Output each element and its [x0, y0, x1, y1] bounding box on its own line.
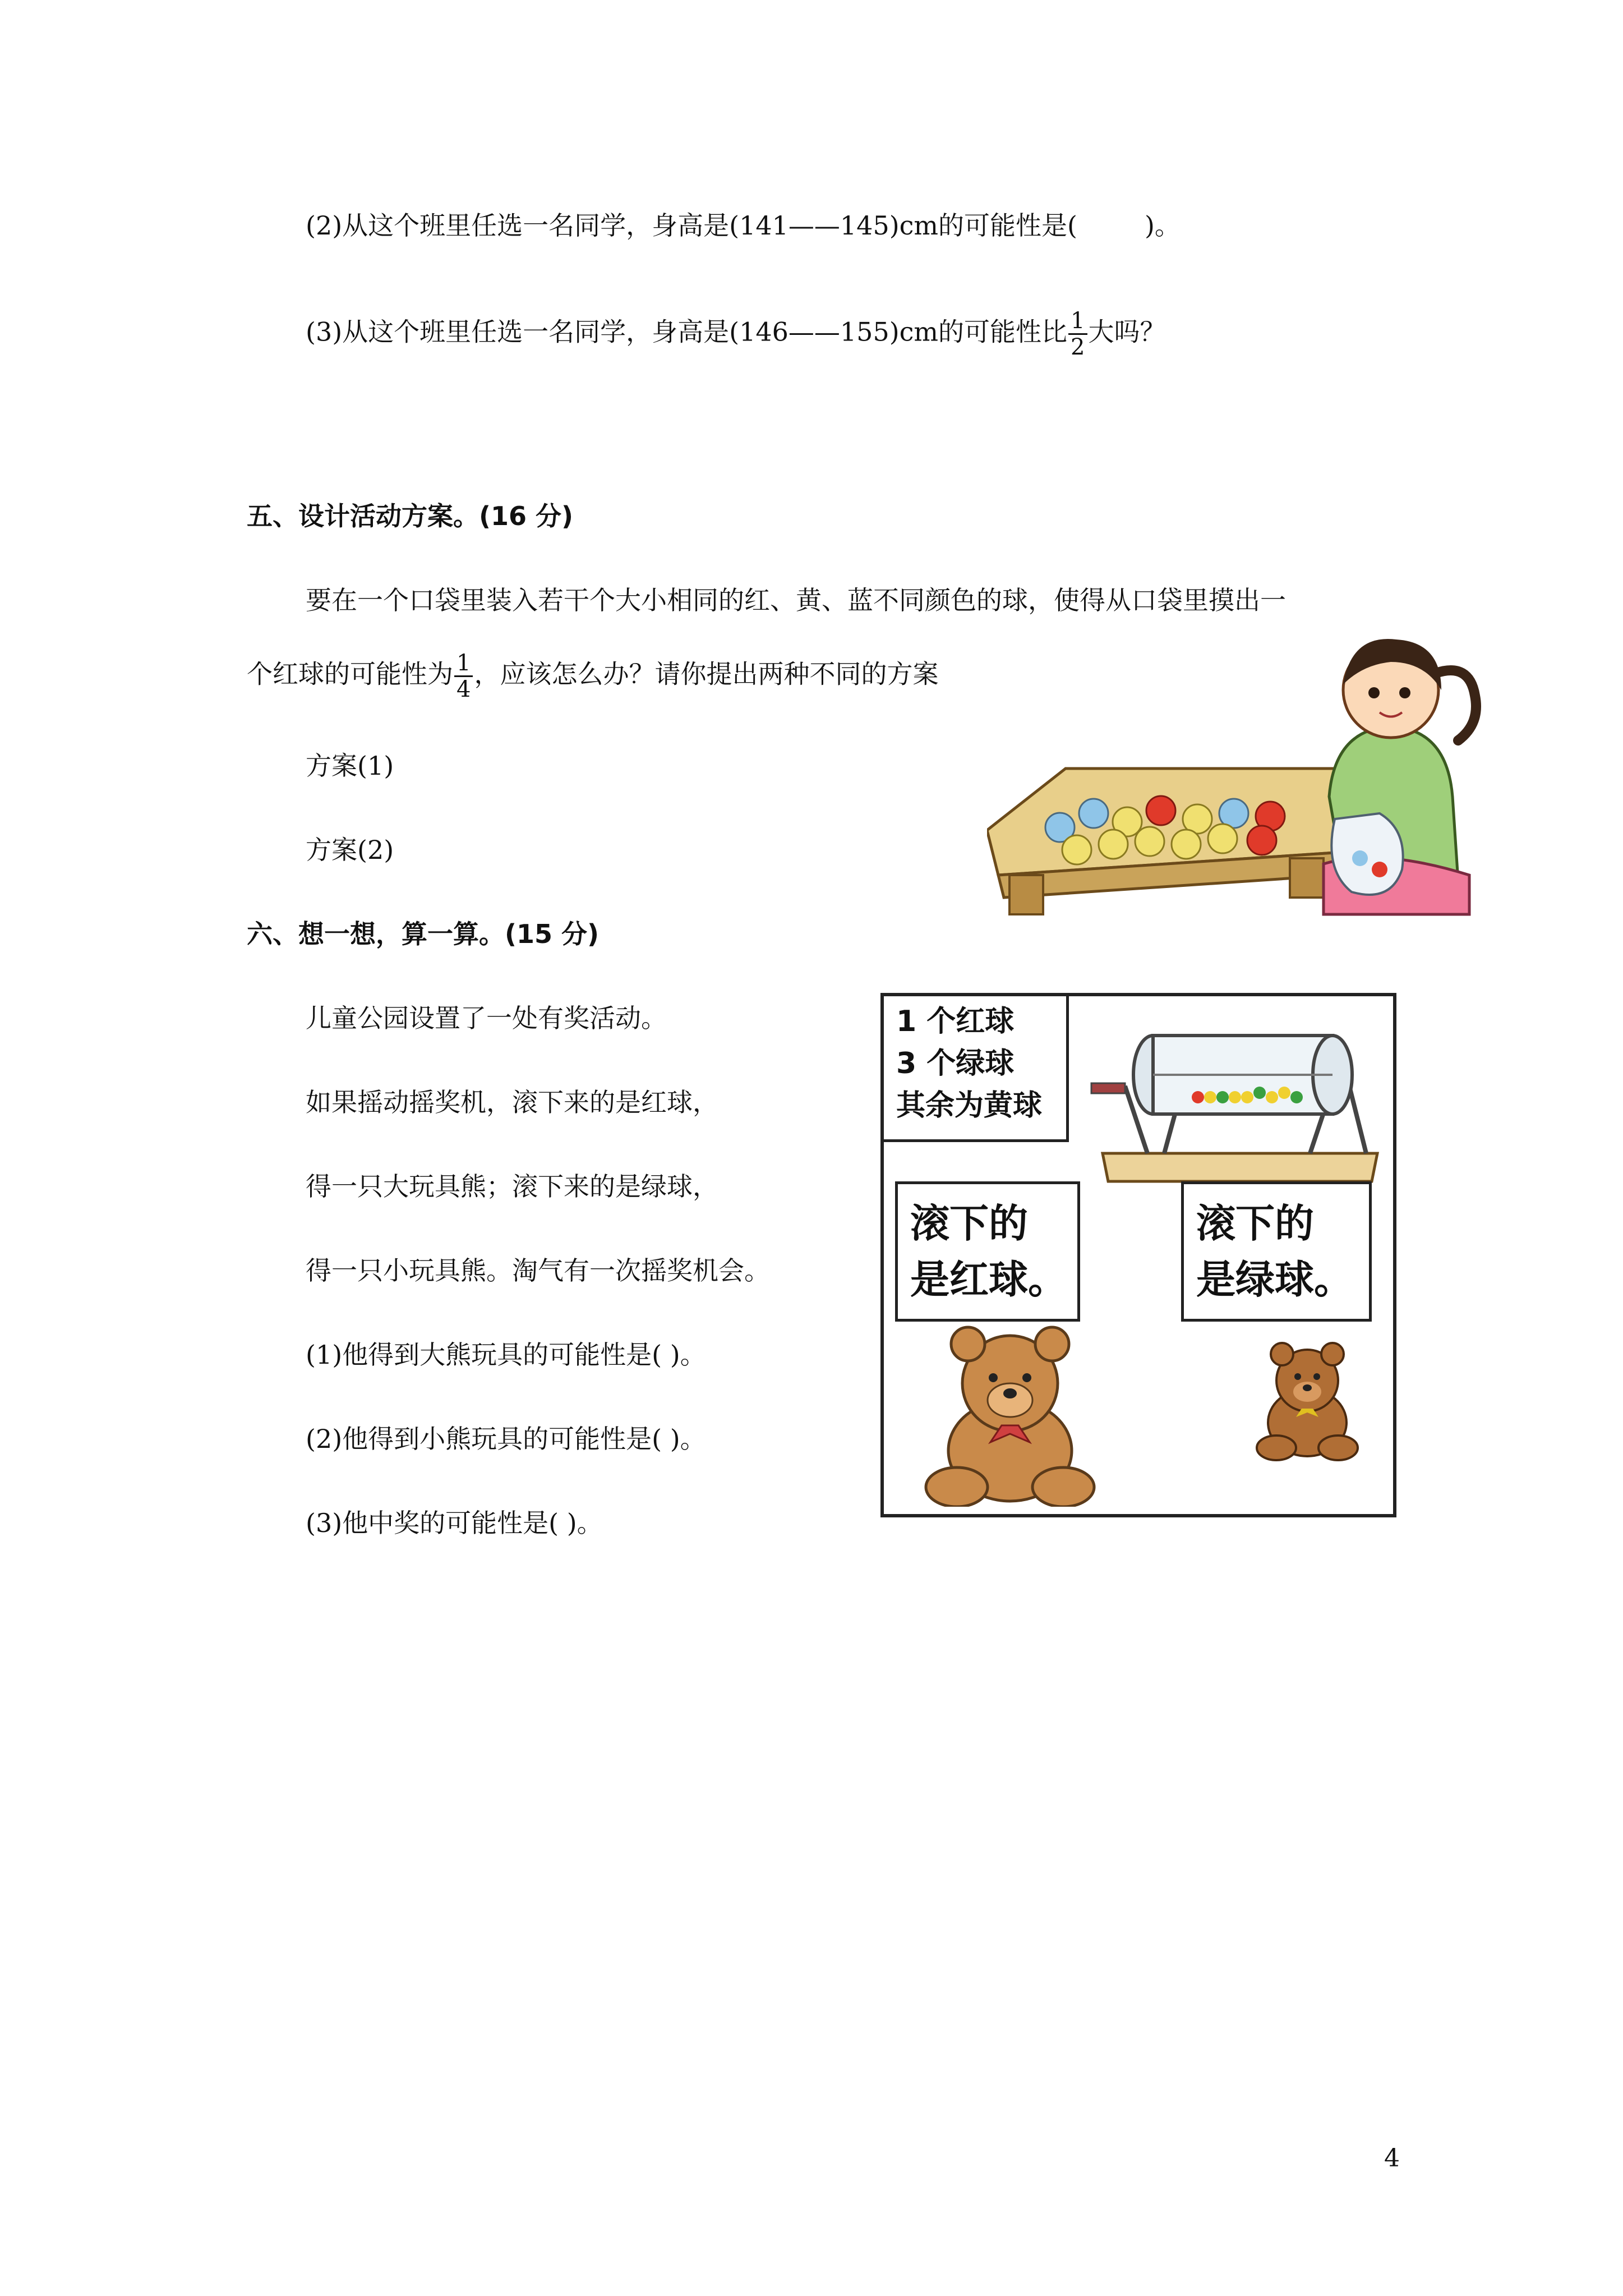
section-6-line1: 儿童公园设置了一处有奖活动。 [306, 1003, 667, 1033]
plan-2-label: 方案(2) [306, 835, 394, 865]
girl-with-balls-illustration [987, 628, 1492, 920]
legend-green-balls: 3 个绿球 [896, 1047, 1015, 1080]
sign-green-ball [1181, 1181, 1372, 1322]
sign-green-line1: 滚下的 [1196, 1200, 1314, 1246]
section-6-question-2: (2)他得到小熊玩具的可能性是( )。 [306, 1424, 706, 1454]
sign-red-line1: 滚下的 [910, 1200, 1028, 1246]
ball-legend [884, 996, 1069, 1142]
fraction-one-quarter [454, 651, 473, 702]
section-6-question-1: (1)他得到大熊玩具的可能性是( )。 [306, 1340, 706, 1370]
sign-red-ball [895, 1181, 1080, 1322]
sign-green-line2: 是绿球。 [1196, 1257, 1353, 1303]
section-6-heading: 六、想一想，算一算。(15 分) [247, 919, 600, 949]
question-4-3-end: 大吗？ [1088, 316, 1166, 347]
section-6-question-3: (3)他中奖的可能性是( )。 [306, 1508, 603, 1538]
legend-yellow-balls: 其余为黄球 [896, 1089, 1043, 1122]
big-teddy-bear-icon [917, 1322, 1103, 1507]
fraction-one-half [1068, 309, 1087, 360]
fraction-denominator: 4 [457, 677, 471, 702]
question-4-3 [306, 309, 1166, 360]
section-5-line2-start: 个红球的可能性为 [247, 659, 453, 689]
section-6-line3: 得一只大玩具熊；滚下来的是绿球， [306, 1171, 718, 1202]
plan-1-label: 方案(1) [306, 751, 394, 781]
fraction-numerator: 1 [1068, 309, 1087, 335]
section-5-line2-end: ，应该怎么办？请你提出两种不同的方案 [474, 659, 939, 689]
question-4-3-text: (3)从这个班里任选一名同学，身高是(146——155)cm的可能性比 [306, 316, 1068, 347]
question-4-2-end: )。 [1144, 210, 1181, 241]
fraction-numerator: 1 [454, 651, 473, 677]
section-5-heading: 五、设计活动方案。(16 分) [247, 501, 574, 531]
legend-red-balls: 1 个红球 [896, 1005, 1015, 1038]
small-teddy-bear-icon [1248, 1338, 1366, 1462]
question-4-2 [306, 209, 1181, 242]
sign-red-line2: 是红球。 [910, 1257, 1067, 1303]
section-6-line2: 如果摇动摇奖机，滚下来的是红球， [306, 1087, 718, 1117]
fraction-denominator: 2 [1071, 334, 1085, 360]
lottery-machine-icon [1086, 1019, 1389, 1187]
lottery-panel-illustration [880, 993, 1396, 1517]
question-4-2-text: (2)从这个班里任选一名同学，身高是(141——145)cm的可能性是( [306, 210, 1077, 241]
section-6-line4: 得一只小玩具熊。淘气有一次摇奖机会。 [306, 1255, 770, 1286]
section-5-paragraph-line1: 要在一个口袋里装入若干个大小相同的红、黄、蓝不同颜色的球，使得从口袋里摸出一 [306, 585, 1286, 615]
section-5-paragraph-line2 [247, 651, 938, 702]
page-number: 4 [1384, 2144, 1400, 2173]
